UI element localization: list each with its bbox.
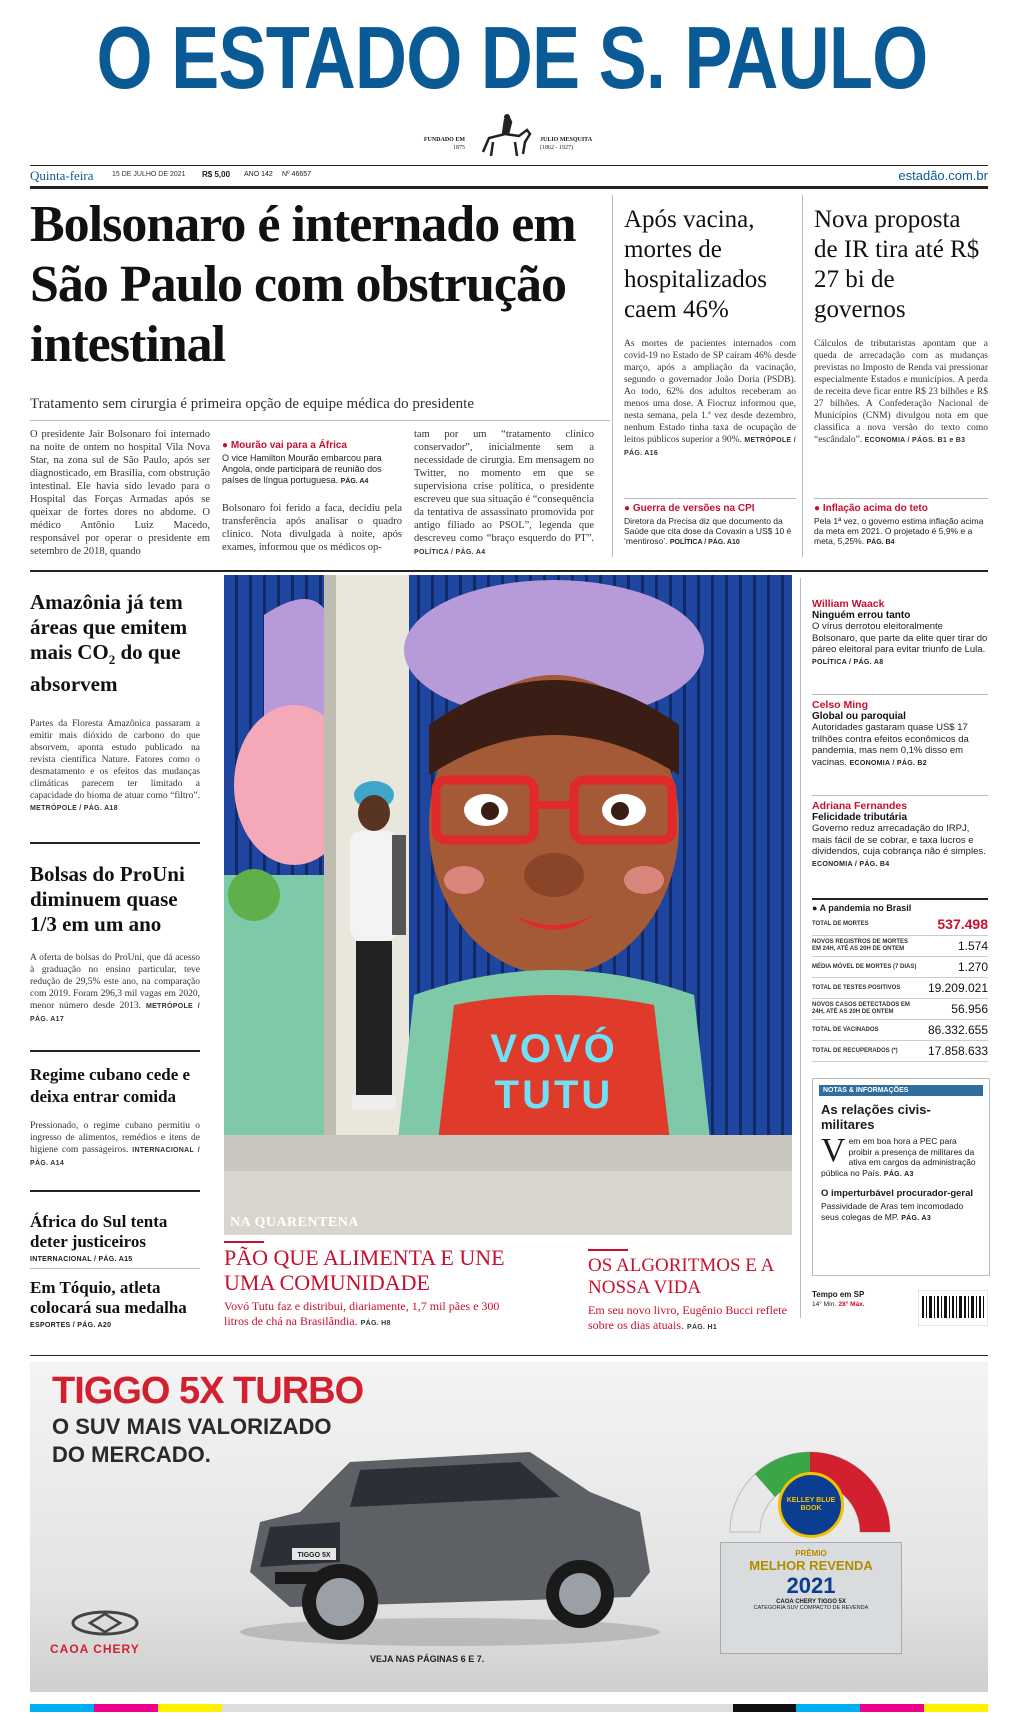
mural-text-1: VOVÓ — [490, 1027, 618, 1071]
kbb-badge: KELLEY BLUE BOOK — [778, 1472, 844, 1538]
weather-label: Tempo em SP — [812, 1290, 865, 1299]
dateline-bottom-rule — [30, 186, 988, 189]
lead-deck-rule — [30, 420, 610, 421]
prouni-headline: Bolsas do ProUni diminuem quase 1/3 em um ano — [30, 862, 185, 936]
columnist-item: Adriana Fernandes Felicidade tributária Governo reduz arrecadação do IRPJ, mais fácil de se cobrar, e taxa lucros e dividendos, cuja cobrança não é simples. ECONOMIA / PÁG. B4 — [812, 795, 988, 896]
mural-text-2: TUTU — [494, 1073, 614, 1117]
notes-dropcap: V — [821, 1132, 846, 1169]
table-row: NOVOS REGISTROS DE MORTES EM 24H, ATÉ AS 20H DE ONTEM 1.574 — [812, 936, 988, 957]
ad-line-1: O SUV MAIS VALORIZADO — [52, 1414, 332, 1439]
award-plaque — [720, 1542, 902, 1654]
table-row: NOVOS CASOS DETECTADOS EM 24H, ATÉ AS 20H DE ONTEM 56.956 — [812, 999, 988, 1020]
table-row: TOTAL DE MORTES 537.498 — [812, 913, 988, 936]
africa-ref: INTERNACIONAL / PÁG. A15 — [30, 1256, 133, 1263]
vsep-2 — [802, 195, 803, 557]
dateline-edition: ANO 142 — [244, 171, 273, 178]
newspaper-title: O ESTADO DE S. PAULO — [96, 8, 928, 107]
vsep-1 — [612, 195, 613, 557]
lead-brief-title: ● Mourão vai para a África — [222, 440, 402, 451]
algo-caption — [588, 1255, 788, 1335]
barcode-icon — [918, 1290, 988, 1326]
vaccine-brief: ● Guerra de versões na CPI Diretora da Precisa diz que documento da Saúde que cita dose da Covaxin a US$ 10 é ‘mentiroso’. POLÍTICA / PÁG. A10 — [624, 503, 796, 548]
notes-label: NOTAS & INFORMAÇÕES — [819, 1085, 983, 1096]
photo-label: NA QUARENTENA — [230, 1215, 360, 1230]
lead-brief-body: O vice Hamilton Mourão embarcou para Angola, onde participará de reunião dos países de língua portuguesa. PÁG. A4 — [222, 453, 382, 485]
amazon-headline: Amazônia já tem áreas que emitem mais $CO_2$ do que absorvem — [30, 590, 188, 697]
table-row: TOTAL DE VACINADOS 86.332.655 — [812, 1020, 988, 1041]
horseman-logo-icon — [475, 112, 535, 160]
award-year: 2021 — [786, 1573, 836, 1598]
weather-max: 28° Máx. — [838, 1301, 865, 1308]
table-row: MÉDIA MÓVEL DE MORTES (7 DIAS) 1.270 — [812, 957, 988, 978]
dateline-date: 15 DE JULHO DE 2021 — [112, 171, 186, 178]
masthead — [0, 8, 1024, 158]
vsep-3 — [800, 578, 801, 1318]
tax-brief: ● Inflação acima do teto Pela 1ª vez, o governo estima inflação acima da meta em 2021. O projetado é 5,9% e a meta, 5,25%. PÁG. B4 — [814, 503, 988, 548]
lead-col3: tam por um “tratamento clínico conservador”, inicialmente sem a necessidade de cirurgia. Em mensagem no Twitter, no momento em que se supervisiona crise política, o presidente escreveu que sua situação é “consequência da tentativa de assassinato promovida por antigo filiado ao PSOL”, legenda que descreveu como “braço esquerdo do PT”. POLÍTICA / PÁG. A4 — [414, 429, 594, 556]
award-sub: CAOA CHERY TIGGO 5X — [776, 1599, 846, 1605]
lead-deck: Tratamento sem cirurgia é primeira opção de equipe médica do presidente — [30, 396, 475, 412]
tokyo-ref: ESPORTES / PÁG. A20 — [30, 1322, 112, 1329]
chery-logo-icon — [70, 1610, 140, 1636]
algo-headline: OS ALGORITMOS E A NOSSA VIDA — [588, 1255, 774, 1298]
photo-caption — [224, 1245, 524, 1331]
founder-label: JULIO MESQUITA (1862 - 1927) — [540, 137, 593, 151]
award-label: PRÊMIO — [795, 1549, 827, 1558]
car-plate: TIGGO 5X — [297, 1552, 331, 1559]
vaccine-headline: Após vacina, mortes de hospitalizados caem 46% — [624, 206, 768, 323]
color-registration-bar — [30, 1704, 988, 1712]
africa-headline: África do Sul tenta deter justiceiros — [30, 1212, 168, 1251]
photo-headline: PÃO QUE ALIMENTA E UNE UMA COMUNIDADE — [224, 1245, 505, 1295]
tax-rule — [814, 498, 988, 499]
dateline-top-rule — [30, 165, 988, 166]
tax-body: Cálculos de tributaristas apontam que a queda de arrecadação com as mudanças previstas no Imposto de Renda vai pressionar especialmente Estados e municípios. A perda de receita deve ficar entre R$ 23 bilhões e R$ 27 bilhões. A Confederação Nacional de Municípios (CNM) divulgou nota em que classifica a nova versão do texto como “escândalo”. ECONOMIA / PÁGS. B1 e B3 — [814, 339, 988, 445]
fold-rule — [30, 570, 988, 572]
notes-body-1: V em em boa hora a PEC para proibir a presença de militares da ativa em cargos da administração pública no País. PÁG. A3 — [821, 1132, 976, 1178]
photo-body: Vovó Tutu faz e distribui, diariamente, 1,7 mil pães e 300 litros de chá na Brasilândia. PÁG. H8 — [224, 1299, 500, 1328]
left-rule-4 — [30, 1268, 200, 1269]
pandemic-table — [812, 898, 988, 1062]
prouni-body: A oferta de bolsas do ProUni, que dá acesso à graduação no ensino particular, teve redução de 29,5% este ano, na comparação com 2019. Foram 296,3 mil vagas em 2020, menor número desde 2013. METRÓPOLE / PÁG. A17 — [30, 953, 201, 1023]
left-rule-3 — [30, 1190, 200, 1192]
algo-caption-accent — [588, 1249, 628, 1251]
weather-min: 14° Mín. — [812, 1301, 837, 1308]
notes-box — [812, 1078, 990, 1276]
columnist-item: William Waack Ninguém errou tanto O vírus derrotou eleitoralmente Bolsonaro, que parte da elite quer tirar do páreo eleitoral para evitar triunfo de Lula. POLÍTICA / PÁG. A8 — [812, 598, 988, 666]
mural-illustration — [224, 575, 792, 1235]
columnist-item: Celso Ming Global ou paroquial Autoridades gastaram quase US$ 17 trilhões contra efeitos econômicos da pandemia, mas nem 0,1% disso em vacinas. ECONOMIA / PÁG. B2 — [812, 694, 988, 795]
ad-line-2: DO MERCADO. — [52, 1442, 211, 1467]
ad-title: TIGGO 5X TURBO — [52, 1370, 364, 1412]
ad-top-rule — [30, 1355, 988, 1356]
suv-car-image — [230, 1422, 670, 1652]
dateline-number: Nº 46657 — [282, 171, 312, 178]
pandemic-title: ● A pandemia no Brasil — [812, 898, 988, 913]
left-rule-1 — [30, 842, 200, 844]
award-title: MELHOR REVENDA — [749, 1558, 873, 1573]
ad-brand: CAOA CHERY — [50, 1642, 140, 1656]
vaccine-body: As mortes de pacientes internados com covid-19 no Estado de SP caíram 46% desde março, após a ampliação da vacinação, segundo o governador João Doria (PSDB). Ao todo, 62% dos adultos receberam ao menos uma dose. A Fiocruz informou que, nesta semana, pela 1.ª vez desde dezembro, nenhum Estado tinha taxa de ocupação de leitos públicos superior a 90%. METRÓPOLE / PÁG. A16 — [624, 339, 796, 457]
main-photo — [224, 575, 792, 1235]
dateline-weekday: Quinta-feira — [30, 168, 94, 183]
pandemic-stats — [812, 913, 988, 1062]
notes-headline-1: As relações civis-militares — [821, 1102, 931, 1132]
notes-headline-2: O imperturbável procurador-geral — [821, 1188, 974, 1199]
cuba-headline: Regime cubano cede e deixa entrar comida — [30, 1065, 191, 1106]
vaccine-rule — [624, 498, 796, 499]
left-rule-2 — [30, 1050, 200, 1052]
founded-label: FUNDADO EM 1875 — [423, 137, 465, 151]
amazon-body: Partes da Floresta Amazônica passaram a emitir mais dióxido de carbono do que absorvem, aponta estudo publicado na revista científica Nature. Fatores como o desmatamento e os efeitos das mudanças climáticas parecem ter limitado a capacidade do bioma de atuar como “filtro”. METRÓPOLE / PÁG. A18 — [30, 719, 200, 812]
ad-cta: VEJA NAS PÁGINAS 6 E 7. — [370, 1654, 485, 1664]
dateline-price: R$ 5,00 — [202, 170, 231, 179]
columnists — [812, 598, 988, 896]
tokyo-headline: Em Tóquio, atleta colocará sua medalha — [30, 1278, 187, 1317]
table-row: TOTAL DE RECUPERADOS (*) 17.858.633 — [812, 1041, 988, 1062]
award-cat: CATEGORIA SUV COMPACTO DE REVENDA — [753, 1605, 869, 1611]
notes-body-2: Passividade de Aras tem incomodado seus colegas de MP. PÁG. A3 — [821, 1201, 964, 1222]
lead-headline: Bolsonaro é internado em São Paulo com obstrução intestinal — [30, 196, 576, 373]
lead-brief — [222, 440, 402, 487]
advertisement[interactable] — [30, 1362, 988, 1692]
tax-headline: Nova proposta de IR tira até R$ 27 bi de governos — [814, 206, 980, 323]
photo-caption-accent — [224, 1241, 264, 1243]
dateline — [30, 168, 988, 184]
cuba-body: Pressionado, o regime cubano permitiu o ingresso de alimentos, remédios e itens de higiene com passageiros. INTERNACIONAL / PÁG. A14 — [30, 1121, 200, 1167]
site-link[interactable]: estadão.com.br — [898, 168, 988, 183]
table-row: TOTAL DE TESTES POSITIVOS 19.209.021 — [812, 978, 988, 999]
lead-col2: Bolsonaro foi ferido a faca, decidiu pela transferência após analisar o quadro clínico. Nota divulgada à noite, após exames, informou que os médicos op- — [222, 503, 402, 553]
lead-col1: O presidente Jair Bolsonaro foi internado na noite de ontem no hospital Vila Nova Star, na zona sul de São Paulo, após ser diagnosticado, em Brasília, com obstrução intestinal. Ele havia sido levado para o Hospital das Forças Armadas após se queixar de fortes dores no abdome. O médico Antônio Luiz Macedo, responsável por operar o presidente em setembro de 2018, quando — [30, 429, 210, 557]
algo-body: Em seu novo livro, Eugênio Bucci reflete sobre os dias atuais. PÁG. H1 — [588, 1303, 787, 1332]
weather — [812, 1290, 898, 1308]
